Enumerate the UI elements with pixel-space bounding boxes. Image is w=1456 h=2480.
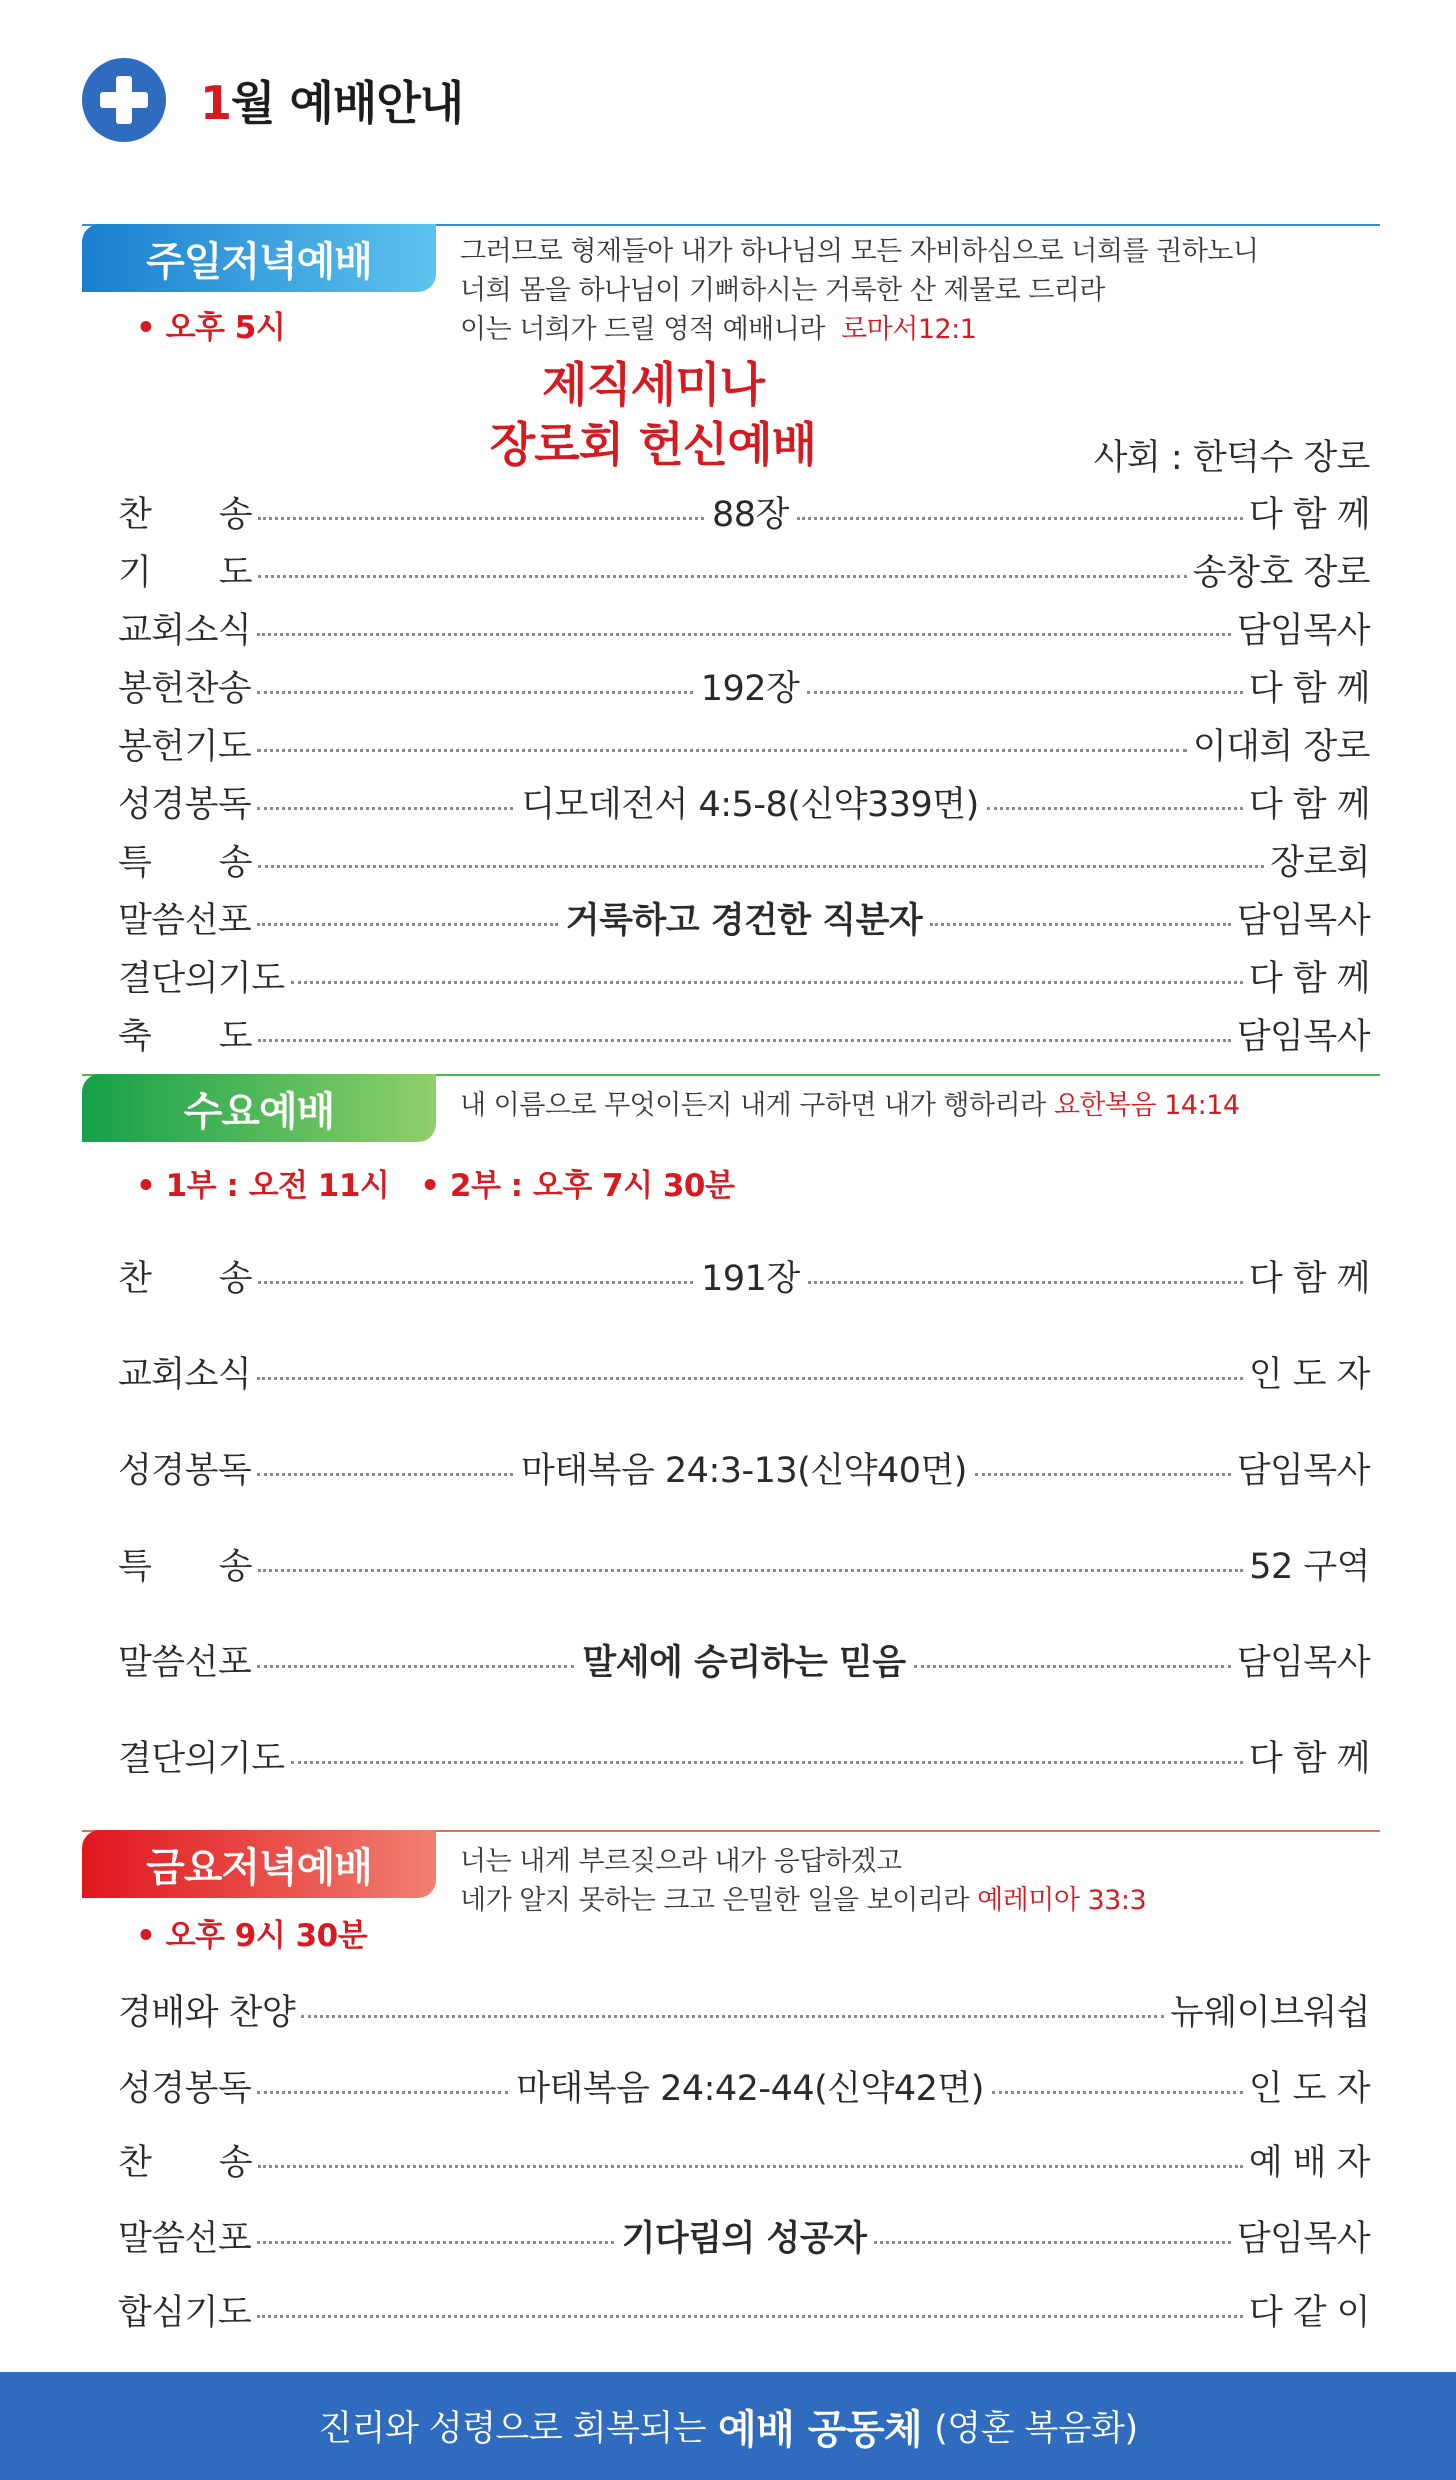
sunday-time: • 오후 5시 bbox=[136, 310, 286, 346]
footer-strong: 예배 공동체 bbox=[718, 2406, 923, 2453]
time-part-1: • 1부 : 오전 11시 bbox=[136, 1168, 390, 1204]
dot-leader bbox=[257, 923, 558, 926]
dot-leader bbox=[257, 2241, 613, 2244]
label-char: 송 bbox=[218, 1547, 252, 1587]
program-row bbox=[118, 1348, 1370, 1396]
program-item-label bbox=[118, 2135, 252, 2185]
program-item-leader: 담임목사 bbox=[1236, 2219, 1371, 2259]
program-item-label: 성경봉독 bbox=[118, 2069, 252, 2109]
program-item-leader: 이대희 장로 bbox=[1192, 727, 1370, 767]
program-row bbox=[118, 720, 1370, 768]
program-item-leader: 다 함 께 bbox=[1248, 959, 1370, 999]
host-label: 사회 : 한덕수 장로 bbox=[1093, 438, 1370, 478]
label-char: 축 bbox=[118, 1017, 152, 1057]
program-item-detail: 191장 bbox=[701, 1259, 800, 1299]
program-item-label: 결단의기도 bbox=[118, 1739, 285, 1779]
program-item-leader: 담임목사 bbox=[1236, 1017, 1370, 1057]
label-char: 찬 bbox=[118, 495, 152, 535]
program-item-leader: 인 도 자 bbox=[1248, 1355, 1370, 1395]
page-title bbox=[200, 67, 463, 133]
dot-leader bbox=[257, 1665, 574, 1668]
friday-time: • 오후 9시 30분 bbox=[136, 1918, 368, 1954]
footer-pre: 진리와 성령으로 회복되는 bbox=[318, 2409, 707, 2449]
program-item-label bbox=[118, 545, 252, 595]
program-row bbox=[118, 1636, 1370, 1684]
dot-leader bbox=[914, 1665, 1231, 1668]
friday-section bbox=[82, 1830, 1380, 1954]
program-item-leader: 담임목사 bbox=[1236, 901, 1371, 941]
label-char: 특 bbox=[118, 1547, 152, 1587]
program-item-detail: 88장 bbox=[711, 495, 789, 535]
sunday-section bbox=[82, 224, 1380, 344]
event-title-line-2: 장로회 헌신예배 bbox=[489, 418, 817, 473]
program-item-leader: 담임목사 bbox=[1236, 1643, 1371, 1683]
program-row bbox=[118, 778, 1370, 826]
dot-leader bbox=[258, 575, 1187, 578]
verse-reference: 요한복음 14:14 bbox=[1053, 1090, 1240, 1121]
dot-leader bbox=[258, 1569, 1243, 1572]
program-row bbox=[118, 2062, 1370, 2110]
time-part-2: • 2부 : 오후 7시 30분 bbox=[420, 1168, 735, 1204]
label-char: 찬 bbox=[118, 1259, 152, 1299]
program-row bbox=[118, 1010, 1370, 1058]
label-char: 찬 bbox=[118, 2143, 152, 2183]
label-char: 도 bbox=[218, 553, 252, 593]
label-char: 송 bbox=[218, 495, 252, 535]
program-item-leader: 다 함 께 bbox=[1248, 1259, 1370, 1299]
sunday-verse bbox=[460, 232, 1258, 349]
program-item-leader: 예 배 자 bbox=[1248, 2143, 1370, 2183]
dot-leader bbox=[257, 1377, 1243, 1380]
program-item-label: 봉헌기도 bbox=[118, 727, 252, 767]
program-item-label: 성경봉독 bbox=[118, 1451, 252, 1491]
program-item-label: 교회소식 bbox=[118, 611, 252, 651]
program-row bbox=[118, 836, 1370, 884]
event-title-line-1: 제직세미나 bbox=[541, 358, 764, 413]
program-row bbox=[118, 952, 1370, 1000]
dot-leader bbox=[258, 517, 704, 520]
dot-leader bbox=[301, 2015, 1164, 2018]
verse-line: 너희 몸을 하나님이 기뻐하시는 거룩한 산 제물로 드리라 bbox=[460, 275, 1105, 306]
page-title-text: 월 예배안내 bbox=[231, 76, 464, 130]
program-row bbox=[118, 894, 1370, 942]
program-item-leader: 다 함 께 bbox=[1248, 495, 1371, 535]
dot-leader bbox=[257, 691, 692, 694]
dot-leader bbox=[291, 981, 1243, 984]
dot-leader bbox=[808, 1281, 1243, 1284]
program-item-label: 경배와 찬양 bbox=[118, 1993, 296, 2033]
label-char: 송 bbox=[218, 2143, 252, 2183]
program-row bbox=[118, 546, 1370, 594]
program-item-label: 성경봉독 bbox=[118, 785, 252, 825]
verse-text: 네가 알지 못하는 크고 은밀한 일을 보이리라 bbox=[460, 1885, 969, 1916]
program-item-leader: 담임목사 bbox=[1236, 611, 1370, 651]
program-item-leader: 담임목사 bbox=[1236, 1451, 1370, 1491]
program-row bbox=[118, 2286, 1370, 2334]
verse-line bbox=[460, 1881, 1146, 1920]
dot-leader bbox=[257, 749, 1187, 752]
dot-leader bbox=[257, 807, 513, 810]
program-item-detail: 192장 bbox=[700, 669, 800, 709]
dot-leader bbox=[987, 807, 1243, 810]
program-row bbox=[118, 1732, 1370, 1780]
verse-line: 그러므로 형제들아 내가 하나님의 모든 자비하심으로 너희를 권하노니 bbox=[460, 236, 1259, 267]
label-char: 송 bbox=[218, 843, 252, 883]
program-row bbox=[118, 604, 1370, 652]
section-tag-wednesday: 수요예배 bbox=[82, 1074, 436, 1142]
dot-leader bbox=[874, 2241, 1230, 2244]
program-item-label: 교회소식 bbox=[118, 1355, 252, 1395]
dot-leader bbox=[291, 1761, 1243, 1764]
program-item-label: 말씀선포 bbox=[118, 2219, 252, 2259]
program-item-detail: 말세에 승리하는 믿음 bbox=[582, 1643, 906, 1683]
label-char: 특 bbox=[118, 843, 152, 883]
program-item-label bbox=[118, 835, 252, 885]
program-item-leader: 뉴웨이브워쉽 bbox=[1170, 1993, 1370, 2033]
program-item-detail: 거룩하고 경건한 직분자 bbox=[565, 901, 923, 941]
verse-reference: 로마서12:1 bbox=[841, 314, 977, 345]
program-item-label bbox=[118, 487, 252, 537]
program-row bbox=[118, 1986, 1370, 2034]
section-tag-sunday: 주일저녁예배 bbox=[82, 224, 436, 292]
dot-leader bbox=[257, 2315, 1243, 2318]
label-char: 기 bbox=[118, 553, 152, 593]
program-row bbox=[118, 488, 1370, 536]
program-item-label: 말씀선포 bbox=[118, 901, 252, 941]
verse-text: 내 이름으로 무엇이든지 내게 구하면 내가 행하리라 bbox=[460, 1090, 1046, 1121]
program-item-label: 합심기도 bbox=[118, 2293, 252, 2333]
footer-post: (영혼 복음화) bbox=[934, 2409, 1138, 2449]
program-row bbox=[118, 662, 1370, 710]
program-item-label bbox=[118, 1009, 252, 1059]
program-item-label bbox=[118, 1539, 252, 1589]
program-item-leader: 52 구역 bbox=[1249, 1547, 1370, 1587]
page-header bbox=[82, 58, 463, 142]
program-item-label: 말씀선포 bbox=[118, 1643, 252, 1683]
program-row bbox=[118, 1252, 1370, 1300]
program-item-label: 봉헌찬송 bbox=[118, 669, 252, 709]
verse-text: 이는 너희가 드릴 영적 예배니라 bbox=[460, 314, 825, 345]
program-item-leader: 다 함 께 bbox=[1248, 785, 1371, 825]
month-number: 1 bbox=[200, 76, 232, 130]
program-row bbox=[118, 2212, 1370, 2260]
wednesday-section bbox=[82, 1074, 1380, 1204]
verse-line: 너는 내게 부르짖으라 내가 응답하겠고 bbox=[460, 1846, 902, 1877]
dot-leader bbox=[930, 923, 1231, 926]
dot-leader bbox=[258, 1039, 1231, 1042]
program-item-leader: 다 같 이 bbox=[1248, 2293, 1370, 2333]
cross-icon bbox=[82, 58, 166, 142]
program-item-label: 결단의기도 bbox=[118, 959, 285, 999]
label-char: 송 bbox=[218, 1259, 252, 1299]
program-item-leader: 인 도 자 bbox=[1248, 2069, 1371, 2109]
dot-leader bbox=[258, 1281, 693, 1284]
program-row bbox=[118, 1540, 1370, 1588]
dot-leader bbox=[257, 633, 1231, 636]
program-row bbox=[118, 1444, 1370, 1492]
program-item-detail: 마태복음 24:42-44(신약42면) bbox=[516, 2069, 984, 2109]
dot-leader bbox=[258, 865, 1264, 868]
section-tag-friday: 금요저녁예배 bbox=[82, 1830, 436, 1898]
program-item-leader: 다 함 께 bbox=[1248, 669, 1370, 709]
dot-leader bbox=[257, 1473, 513, 1476]
program-row bbox=[118, 2136, 1370, 2184]
program-item-detail: 마태복음 24:3-13(신약40면) bbox=[521, 1451, 967, 1491]
program-item-detail: 기다림의 성공자 bbox=[621, 2219, 867, 2259]
dot-leader bbox=[807, 691, 1242, 694]
dot-leader bbox=[258, 2165, 1243, 2168]
program-item-leader: 장로회 bbox=[1270, 843, 1370, 883]
wednesday-verse bbox=[460, 1086, 1240, 1125]
wednesday-times bbox=[136, 1160, 734, 1205]
program-item-detail: 디모데전서 4:5-8(신약339면) bbox=[521, 785, 979, 825]
footer-banner bbox=[0, 2372, 1456, 2480]
dot-leader bbox=[257, 2091, 508, 2094]
dot-leader bbox=[992, 2091, 1243, 2094]
program-item-label bbox=[118, 1251, 252, 1301]
verse-reference: 예레미아 33:3 bbox=[977, 1885, 1147, 1916]
friday-verse bbox=[460, 1842, 1146, 1920]
dot-leader bbox=[797, 517, 1243, 520]
verse-line bbox=[460, 310, 1258, 349]
dot-leader bbox=[975, 1473, 1231, 1476]
program-item-leader: 송창호 장로 bbox=[1192, 553, 1370, 593]
label-char: 도 bbox=[218, 1017, 252, 1057]
program-item-leader: 다 함 께 bbox=[1248, 1739, 1370, 1779]
